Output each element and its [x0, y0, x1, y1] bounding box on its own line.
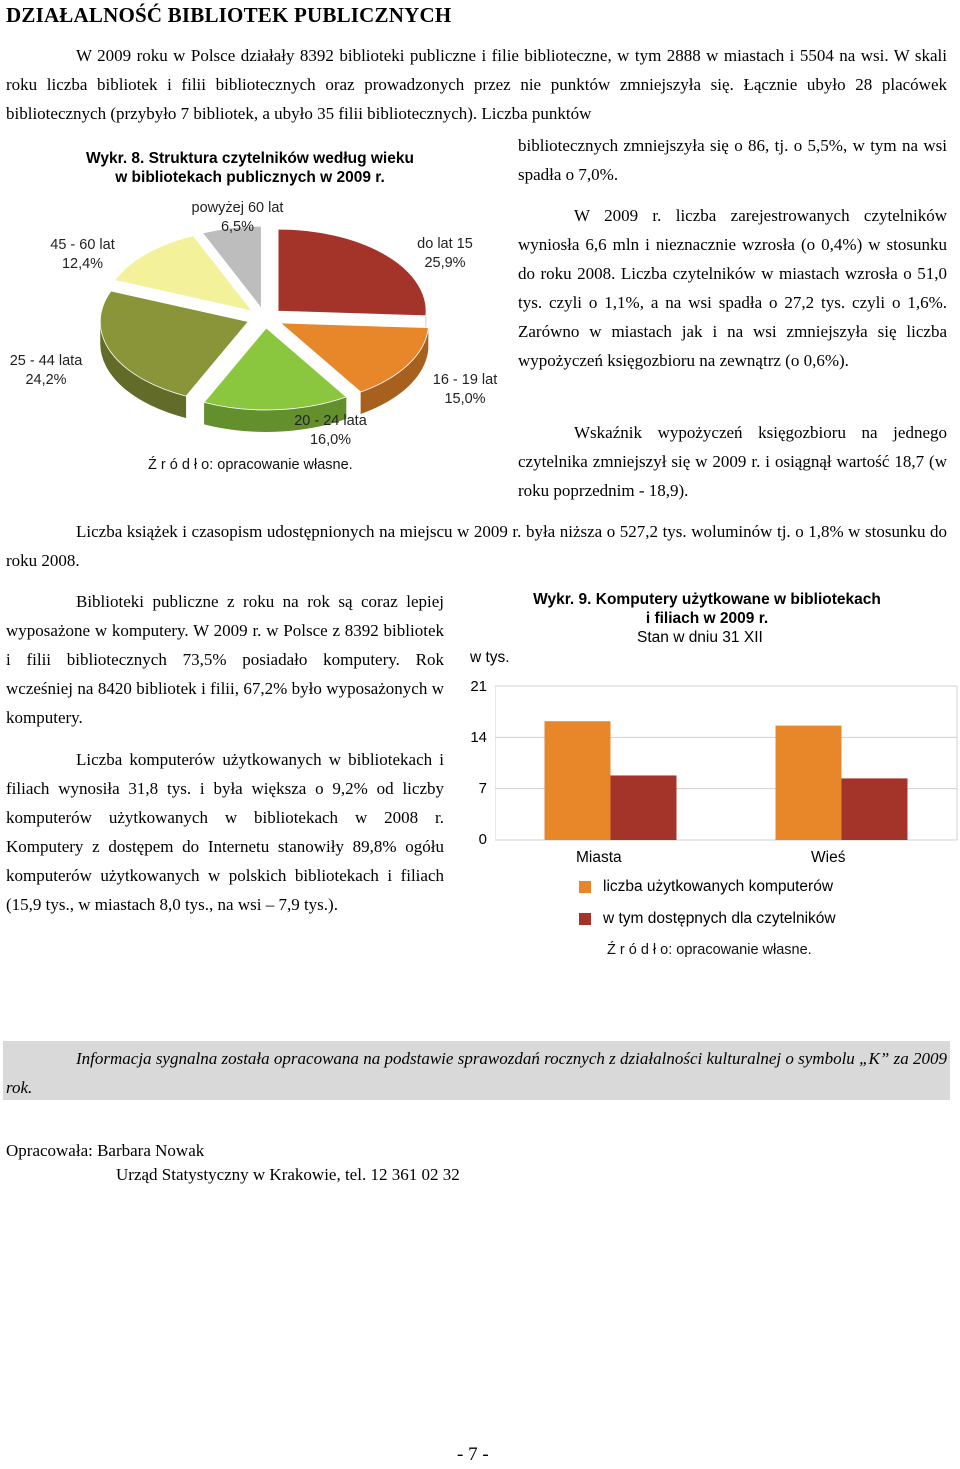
- bar-category-miasta: Miasta: [576, 849, 622, 867]
- legend-label-computers: liczba użytkowanych komputerów: [603, 878, 833, 896]
- paragraph-computers-equipment: Biblioteki publiczne z roku na rok są coraz lepiej wyposażone w komputery. W 2009 r. w Polsce z 8392 bibliotek i filii bibliotecznych 73,5% posiadało komputery. Rok wcześniej na 8420 bibliotek i filii, 67,2% było wyposażonych w komputery.: [6, 587, 444, 732]
- bar-0-1: [611, 775, 677, 840]
- author-line-2: Urząd Statystyczny w Krakowie, tel. 12 361 02 32: [116, 1163, 460, 1187]
- legend-item-computers: [579, 878, 833, 896]
- pie-label-under-15: do lat 15 25,9%: [405, 235, 485, 273]
- legend-item-available: [579, 910, 836, 928]
- bar-ytick-7: 7: [457, 780, 487, 797]
- bar-1-1: [842, 778, 908, 840]
- paragraph-computers-count: Liczba komputerów użytkowanych w bibliotekach i filiach wynosiła 31,8 tys. i była większa o 9,2% od liczby komputerów użytkowanych w bibliotekach w 2008 r. Komputery z dostępem do Internetu stanowiły 89,8% ogółu komputerów użytkowanych w polskich bibliotekach i filiach (15,9 tys., w miastach 8,0 tys., na wsi – 7,9 tys.).: [6, 745, 444, 919]
- bar-1-0: [776, 726, 842, 840]
- legend-swatch-red: [579, 913, 591, 925]
- bar-chart-source: Ź r ó d ł o: opracowanie własne.: [607, 942, 812, 958]
- legend-swatch-orange: [579, 881, 591, 893]
- pie-chart-title-line1: Wykr. 8. Struktura czytelników według wieku: [40, 149, 460, 168]
- page-title: DZIAŁALNOŚĆ BIBLIOTEK PUBLICZNYCH: [6, 3, 451, 28]
- paragraph-library-points: bibliotecznych zmniejszyła się o 86, tj. o 5,5%, w tym na wsi spadła o 7,0%.: [518, 131, 947, 189]
- bar-chart-ylabel: w tys.: [470, 649, 510, 667]
- pie-slice-0: [278, 229, 426, 316]
- bar-0-0: [545, 721, 611, 840]
- bar-chart-subtitle: Stan w dniu 31 XII: [637, 629, 763, 647]
- info-note-text: Informacja sygnalna została opracowana na podstawie sprawozdań rocznych z działalności kulturalnej o symbolu „K” za 2009 rok.: [6, 1044, 947, 1102]
- bar-chart-title: [497, 590, 917, 628]
- pie-chart-source: Ź r ó d ł o: opracowanie własne.: [148, 457, 353, 473]
- pie-label-over-60: powyżej 60 lat 6,5%: [185, 199, 290, 237]
- bar-chart-title-line1: Wykr. 9. Komputery użytkowane w bibliotekach: [497, 590, 917, 609]
- author-line-1: Opracowała: Barbara Nowak: [6, 1139, 204, 1163]
- paragraph-books-onsite: Liczba książek i czasopism udostępnionych na miejscu w 2009 r. była niższa o 527,2 tys. woluminów tj. o 1,8% w stosunku do roku 2008.: [6, 517, 947, 575]
- pie-label-25-44: 25 - 44 lata 24,2%: [0, 352, 92, 390]
- bar-chart-title-line2: i filiach w 2009 r.: [497, 609, 917, 628]
- bar-ytick-21: 21: [457, 678, 487, 695]
- paragraph-library-count: W 2009 roku w Polsce działały 8392 biblioteki publiczne i filie biblioteczne, w tym 2888 w miastach i 5504 na wsi. W skali roku liczba bibliotek i filii bibliotecznych oraz prowadzonych przez nie punktów zmniejszyła się. Łącznie ubyło 28 placówek bibliotecznych (przybyło 7 bibliotek, a ubyło 35 filii bibliotecznych). Liczba punktów: [6, 41, 947, 128]
- legend-label-available: w tym dostępnych dla czytelników: [603, 910, 836, 928]
- bar-ytick-0: 0: [457, 831, 487, 848]
- paragraph-loans-indicator: Wskaźnik wypożyczeń księgozbioru na jednego czytelnika zmniejszył się w 2009 r. i osiągnął wartość 18,7 (w roku poprzednim - 18,9).: [518, 418, 947, 505]
- pie-label-20-24: 20 - 24 lata 16,0%: [278, 412, 383, 450]
- bar-category-wies: Wieś: [811, 849, 845, 867]
- page-number: - 7 -: [457, 1440, 489, 1469]
- pie-label-45-60: 45 - 60 lat 12,4%: [30, 236, 135, 274]
- pie-chart-title-line2: w bibliotekach publicznych w 2009 r.: [40, 168, 460, 187]
- bar-ytick-14: 14: [457, 729, 487, 746]
- info-note-box: [3, 1041, 950, 1100]
- bar-chart: [495, 680, 960, 850]
- pie-label-16-19: 16 - 19 lat 15,0%: [420, 371, 510, 409]
- paragraph-readers: W 2009 r. liczba zarejestrowanych czytelników wyniosła 6,6 mln i nieznacznie wzrosła (o 0,4%) w stosunku do roku 2008. Liczba czytelników w miastach wzrosła o 51,0 tys. czyli o 1,1%, a na wsi spadła o 27,2 tys. czyli o 1,6%. Zarówno w miastach jak i na wsi zmniejszyła się liczba wypożyczeń księgozbioru na zewnątrz (o 0,6%).: [518, 201, 947, 375]
